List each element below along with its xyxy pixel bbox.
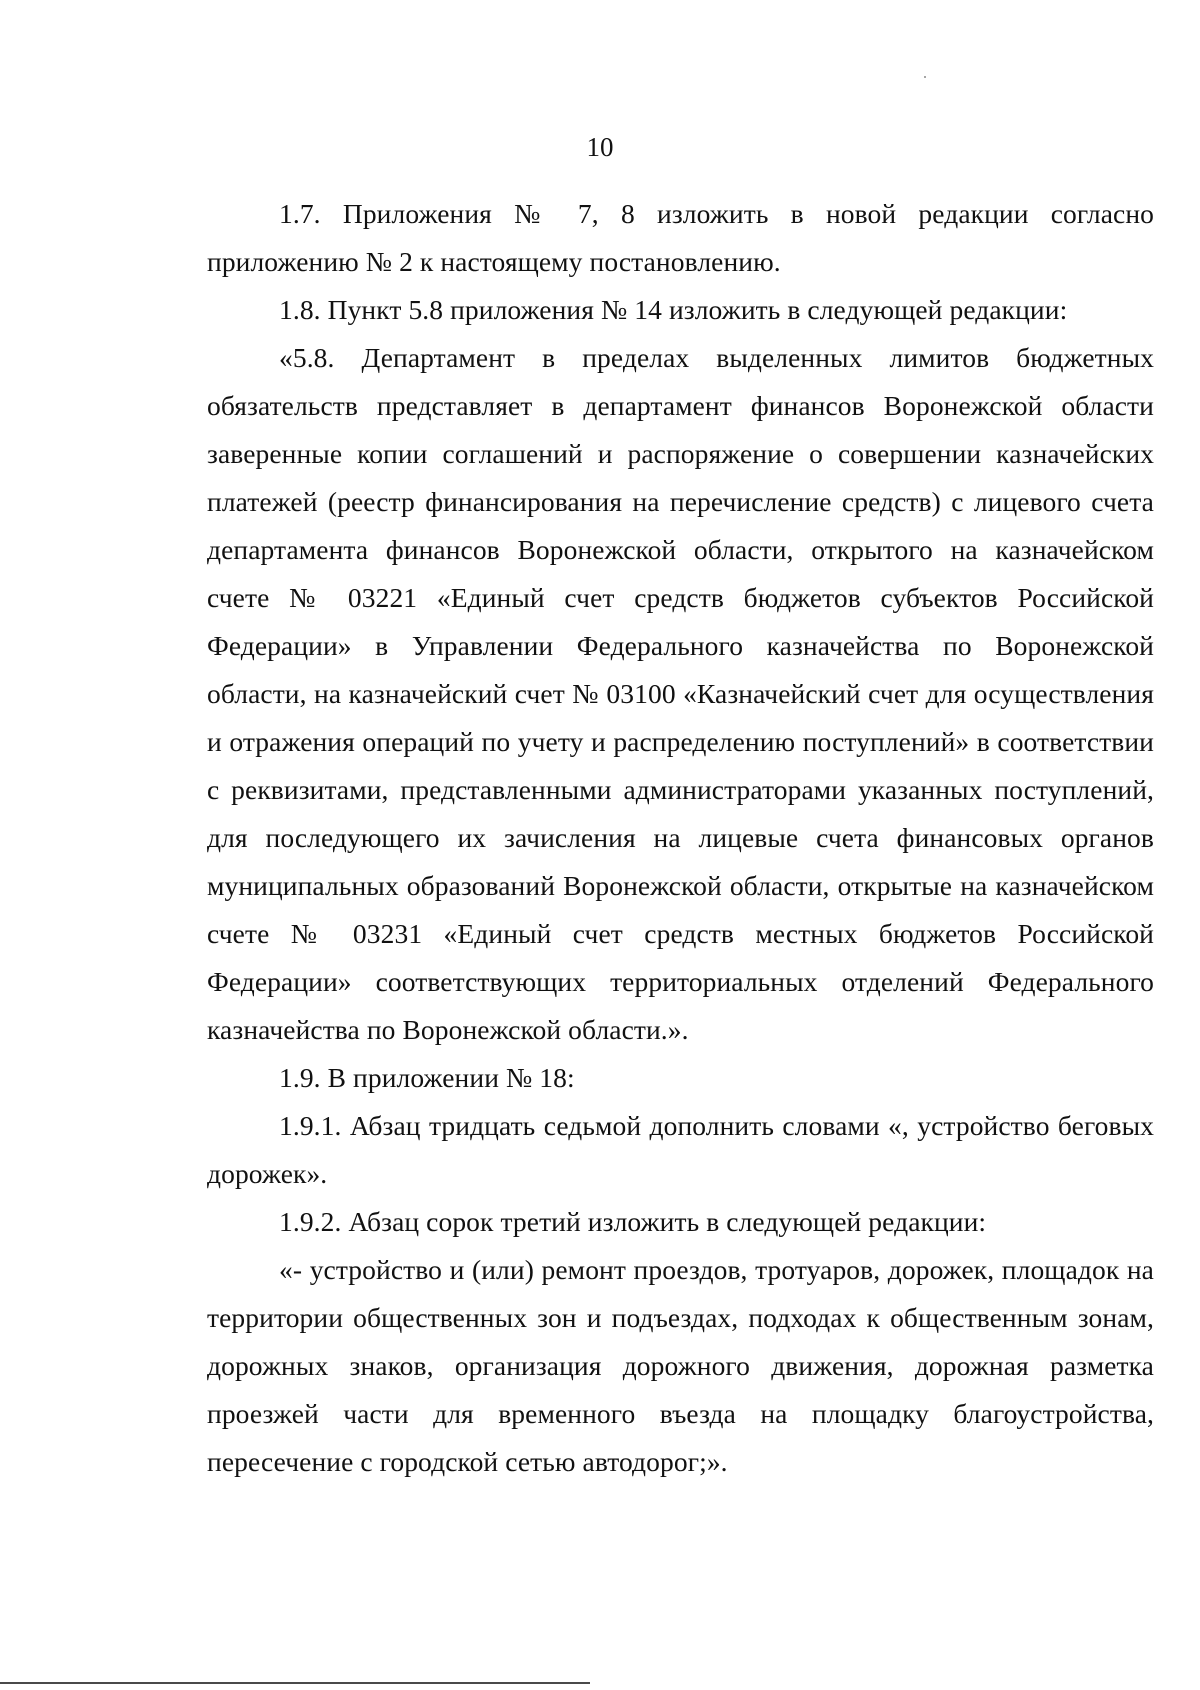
paragraph-1-9: 1.9. В приложении № 18: xyxy=(279,1062,575,1093)
paragraph-1-9-2: 1.9.2. Абзац сорок третий изложить в следующей редакции: xyxy=(279,1206,987,1237)
paragraph-5-8-quote: «5.8. Департамент в пределах выделенных лимитов бюджетных обязательств представляет в департамент финансов Воронежской области заверенные копии соглашений и распоряжение о совершении казначейских платежей (реестр финансирования на перечисление средств) с лицевого счета департамента финансов Воронежской области, открытого на казначейском счете № 03221 «Единый счет средств бюджетов субъектов Российской Федерации» в Управлении Федерального казначейства по Воронежской области, на казначейский счет № 03100 «Казначейский счет для осуществления и отражения операций по учету и распределению поступлений» в соответствии с реквизитами, представленными администраторами указанных поступлений, для последующего их зачисления на лицевые счета финансовых органов муниципальных образований Воронежской области, открытые на казначейском счете № 03231 «Единый счет средств местных бюджетов Российской Федерации» соответствующих территориальных отделений Федерального казначейства по Воронежской области.». xyxy=(207,342,1154,1045)
scan-bottom-edge xyxy=(0,1682,590,1684)
page-number: 10 xyxy=(586,132,614,162)
paragraph-1-9-1: 1.9.1. Абзац тридцать седьмой дополнить словами «, устройство беговых дорожек». xyxy=(207,1110,1154,1189)
document-body xyxy=(207,190,1154,1486)
scan-speck xyxy=(924,76,926,78)
paragraph-1-7: 1.7. Приложения № 7, 8 изложить в новой редакции согласно приложению № 2 к настоящему постановлению. xyxy=(207,198,1154,277)
paragraph-abzac-43-quote: «- устройство и (или) ремонт проездов, тротуаров, дорожек, площадок на территории общественных зон и подъездах, подходах к общественным зонам, дорожных знаков, организация дорожного движения, дорожная разметка проезжей части для временного въезда на площадку благоустройства, пересечение с городской сетью автодорог;». xyxy=(207,1254,1154,1477)
paragraph-1-8: 1.8. Пункт 5.8 приложения № 14 изложить в следующей редакции: xyxy=(279,294,1068,325)
